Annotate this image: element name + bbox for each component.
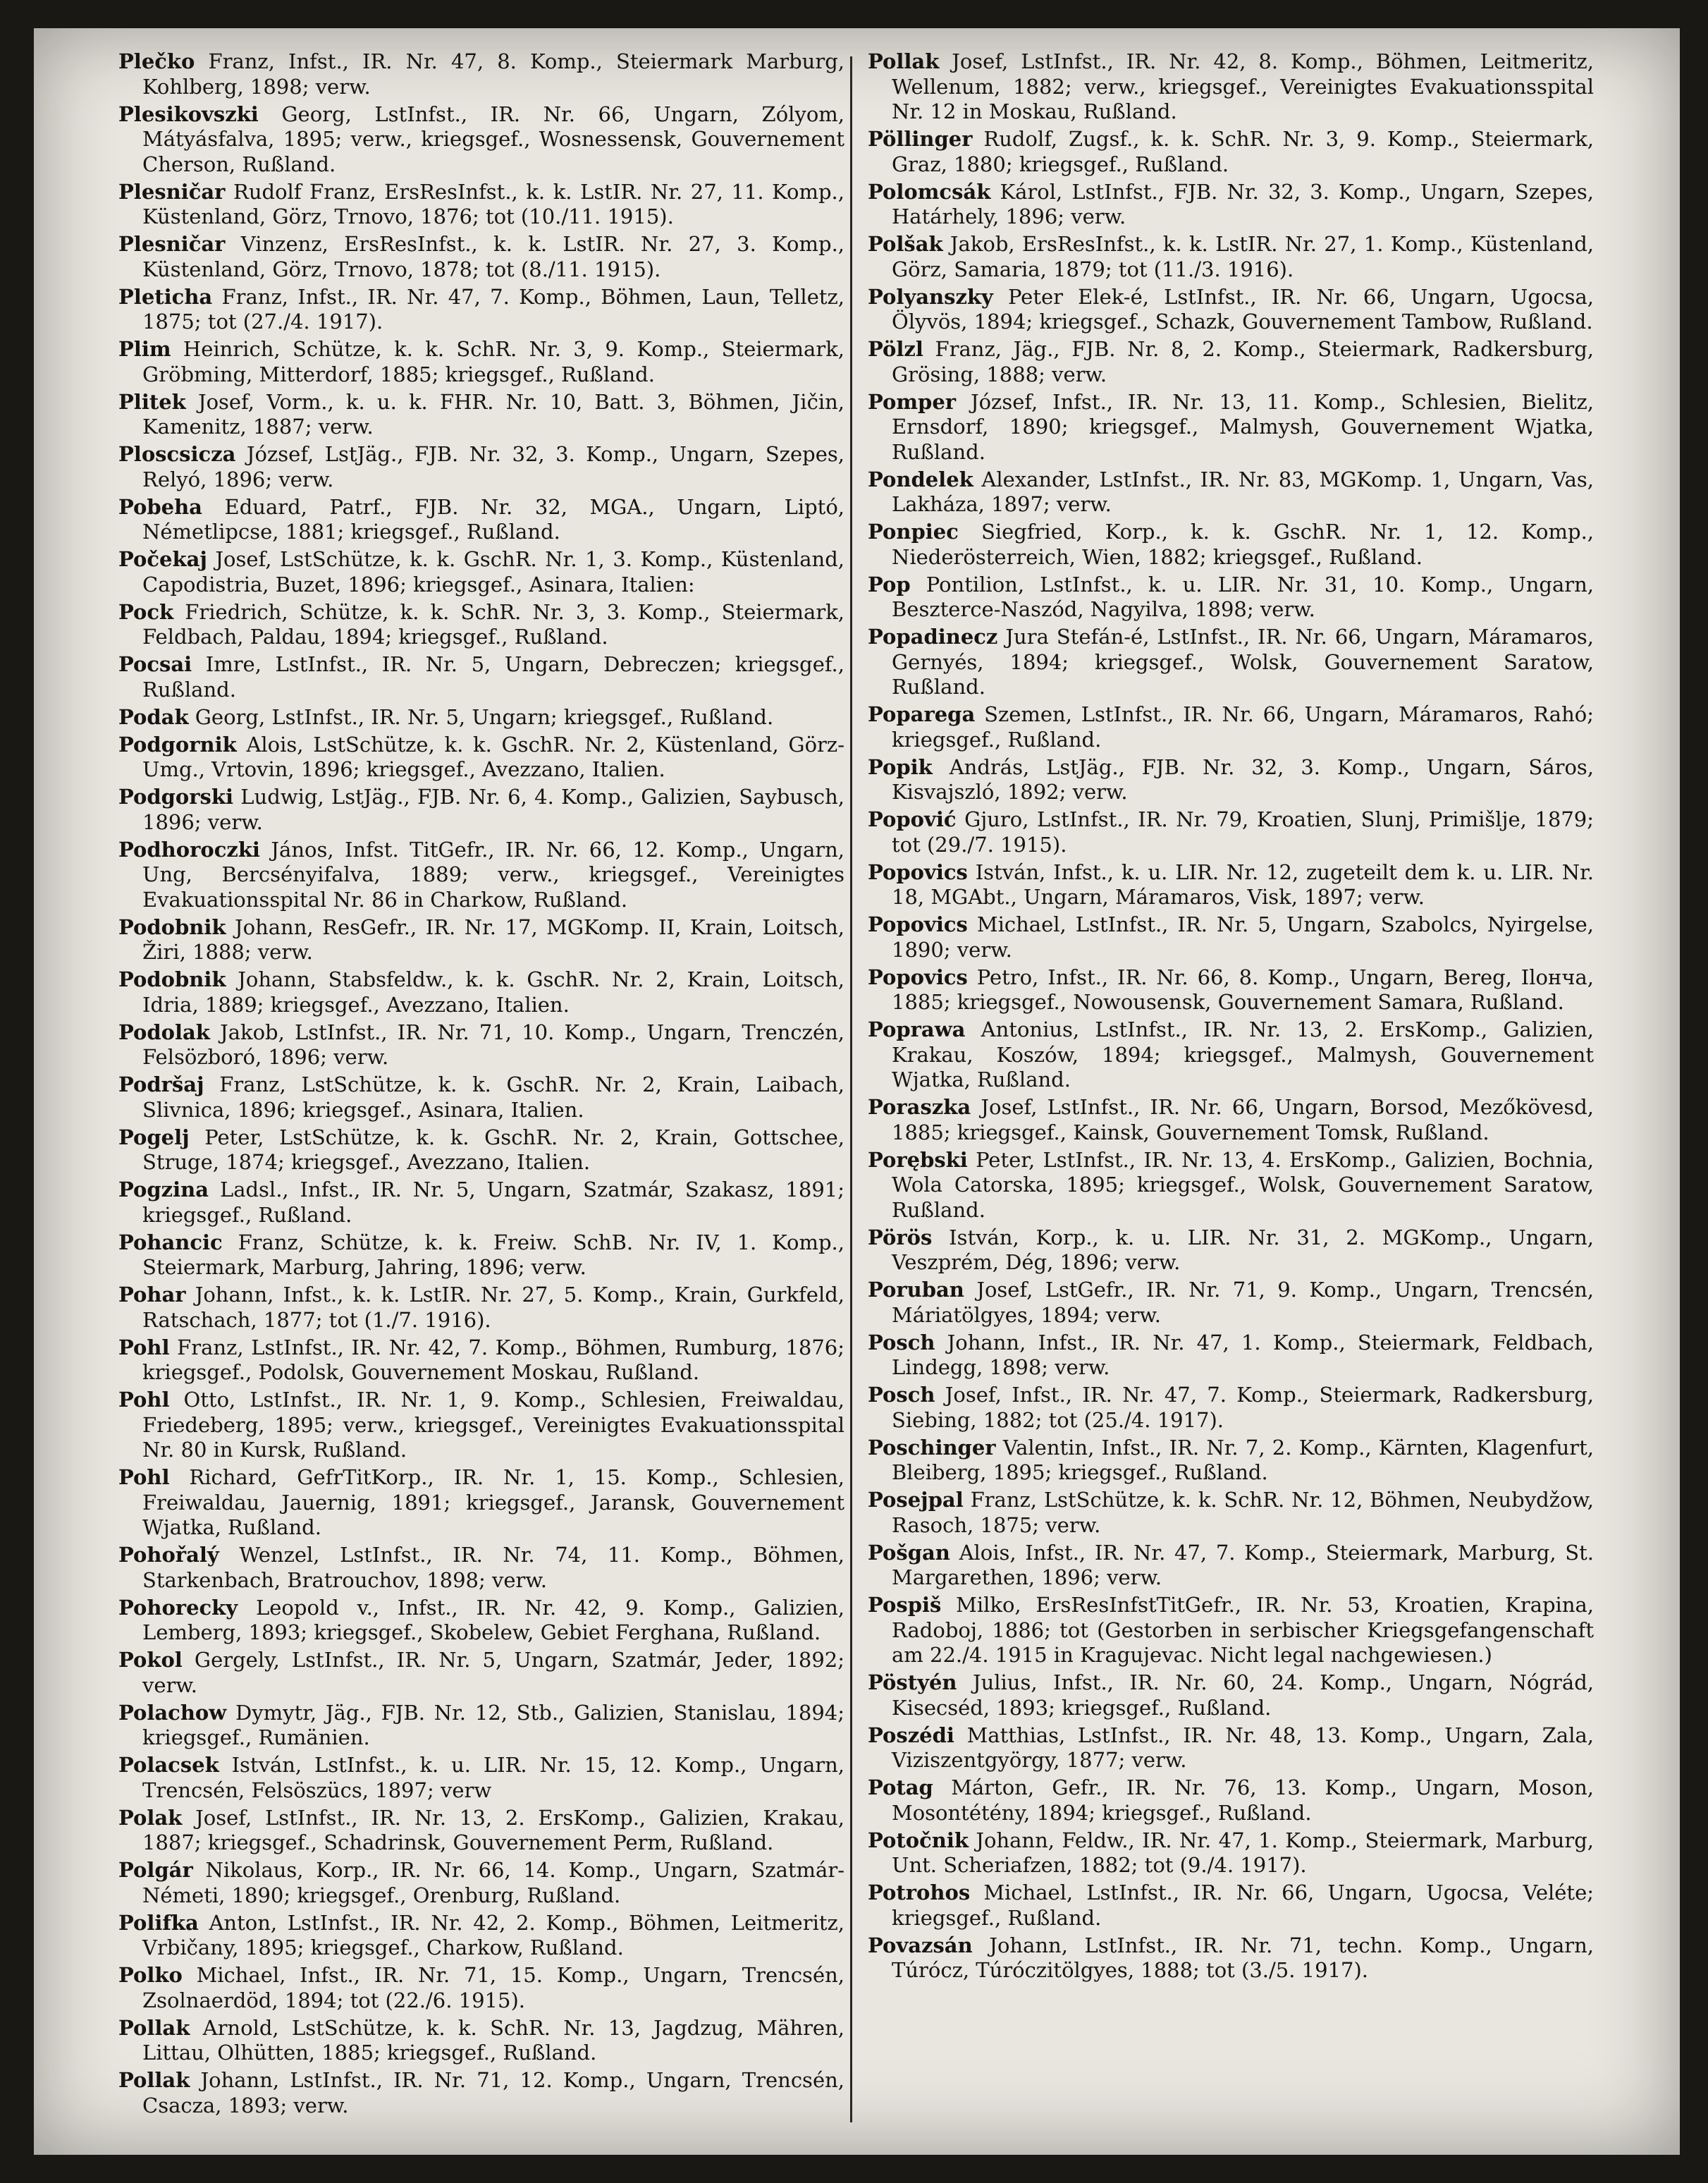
entry-details: Johann, Infst., IR. Nr. 47, 1. Komp., Steiermark, Feldbach, Lindegg, 1898; verw. xyxy=(892,1330,1595,1379)
entry-details: Nikolaus, Korp., IR. Nr. 66, 14. Komp., Ungarn, Szatmár-Németi, 1890; kriegsgef., Orenburg, Rußland. xyxy=(142,1858,844,1907)
list-entry xyxy=(118,495,844,545)
entry-details: Peter Elek-é, LstInfst., IR. Nr. 66, Ungarn, Ugocsa, Ölyvös, 1894; kriegsgef., Schazk, Gouvernement Tambow, Rußland. xyxy=(892,284,1594,334)
list-entry xyxy=(868,1278,1594,1328)
entry-details: Jakob, ErsResInfst., k. k. LstIR. Nr. 27, 1. Komp., Küstenland, Görz, Samaria, 1879; tot (11./3. 1916). xyxy=(892,232,1594,281)
list-entry xyxy=(868,180,1594,230)
list-entry xyxy=(868,232,1594,282)
entry-details: Josef, LstSchütze, k. k. GschR. Nr. 1, 3. Komp., Küstenland, Capodistria, Buzet, 1896; kriegsgef., Asinara, Italien: xyxy=(142,547,845,597)
list-entry xyxy=(868,807,1594,857)
entry-details: Franz, LstSchütze, k. k. SchR. Nr. 12, Böhmen, Neubydžow, Rasoch, 1875; verw. xyxy=(892,1488,1594,1537)
document-page xyxy=(34,28,1680,2155)
entry-surname: Poprawa xyxy=(868,1017,966,1041)
list-entry xyxy=(118,785,844,835)
entry-details: Josef, Infst., IR. Nr. 47, 7. Komp., Steiermark, Radkersburg, Siebing, 1882; tot (25./4. 1917). xyxy=(892,1383,1594,1432)
entry-surname: Popik xyxy=(868,754,933,779)
list-entry xyxy=(118,705,844,730)
list-entry xyxy=(118,1465,844,1541)
entry-surname: Popadinecz xyxy=(868,625,998,649)
list-entry xyxy=(868,1541,1594,1591)
column-divider xyxy=(850,56,852,2122)
entry-surname: Pogzina xyxy=(118,1178,209,1201)
entry-surname: Popovics xyxy=(868,965,968,989)
entry-details: Károl, LstInfst., FJB. Nr. 32, 3. Komp., Ungarn, Szepes, Határhely, 1896; verw. xyxy=(892,179,1594,228)
entry-details: Johann, ResGefr., IR. Nr. 17, MGKomp. II, Krain, Loitsch, Žiri, 1888; verw. xyxy=(142,915,845,964)
entry-surname: Plesničar xyxy=(118,179,226,204)
list-entry xyxy=(868,1828,1594,1878)
entry-details: Szemen, LstInfst., IR. Nr. 66, Ungarn, Máramaros, Rahó; kriegsgef., Rußland. xyxy=(892,702,1594,752)
entry-details: Rudolf, Zugsf., k. k. SchR. Nr. 3, 9. Komp., Steiermark, Graz, 1880; kriegsgef., Rußland. xyxy=(892,127,1594,176)
entry-details: Franz, LstInfst., IR. Nr. 42, 7. Komp., Böhmen, Rumburg, 1876; kriegsgef., Podolsk, Gouvernement Moskau, Rußland. xyxy=(142,1335,844,1384)
list-entry xyxy=(868,1225,1594,1276)
entry-details: József, Infst., IR. Nr. 13, 11. Komp., Schlesien, Bielitz, Ernsdorf, 1890; kriegsgef., Malmysh, Gouvernement Wjatka, Rußland. xyxy=(892,389,1594,464)
entry-surname: Poszédi xyxy=(868,1723,954,1747)
list-entry xyxy=(118,1543,844,1593)
list-entry xyxy=(118,600,844,650)
list-entry xyxy=(868,912,1594,962)
entry-surname: Podolak xyxy=(118,1020,210,1044)
list-entry xyxy=(118,1963,844,2013)
entry-surname: Pollak xyxy=(118,2068,190,2092)
entry-details: József, LstJäg., FJB. Nr. 32, 3. Komp., Ungarn, Szepes, Relyó, 1896; verw. xyxy=(142,442,844,491)
entry-surname: Pokol xyxy=(118,1648,183,1672)
entry-surname: Pölzl xyxy=(868,337,923,361)
entry-details: Imre, LstInfst., IR. Nr. 5, Ungarn, Debreczen; kriegsgef., Rußland. xyxy=(142,652,844,702)
entry-details: Otto, LstInfst., IR. Nr. 1, 9. Komp., Schlesien, Freiwaldau, Friedeberg, 1895; verw., kriegsgef., Vereinigtes Evakuationsspital Nr. 80 in Kursk, Rußland. xyxy=(142,1388,845,1462)
entry-surname: Popovics xyxy=(868,860,968,884)
entry-surname: Porębski xyxy=(868,1147,968,1172)
list-entry xyxy=(118,1178,844,1228)
list-entry xyxy=(118,1858,844,1908)
entry-details: Jakob, LstInfst., IR. Nr. 71, 10. Komp., Ungarn, Trenczén, Felsözboró, 1896; verw. xyxy=(142,1020,844,1069)
entry-details: Eduard, Patrf., FJB. Nr. 32, MGA., Ungarn, Liptó, Németlipcse, 1881; kriegsgef., Rußland. xyxy=(142,494,845,544)
entry-details: Johann, LstInfst., IR. Nr. 71, techn. Komp., Ungarn, Túrócz, Túróczitölgyes, 1888; tot (3./5. 1917). xyxy=(892,1933,1595,1982)
list-entry xyxy=(868,1436,1594,1486)
entry-details: Josef, LstInfst., IR. Nr. 66, Ungarn, Borsod, Mezőkövesd, 1885; kriegsgef., Kainsk, Gouvernement Tomsk, Rußland. xyxy=(892,1095,1594,1144)
entry-surname: Podobnik xyxy=(118,915,226,939)
entry-details: Gjuro, LstInfst., IR. Nr. 79, Kroatien, Slunj, Primišlje, 1879; tot (29./7. 1915). xyxy=(892,807,1595,857)
entry-surname: Pollak xyxy=(118,2015,190,2040)
entry-details: Josef, LstGefr., IR. Nr. 71, 9. Komp., Ungarn, Trencsén, Máriatölgyes, 1894; verw. xyxy=(892,1278,1594,1327)
entry-details: Pontilion, LstInfst., k. u. LIR. Nr. 31, 10. Komp., Ungarn, Beszterce-Naszód, Nagyilva, 1898; verw. xyxy=(892,572,1594,621)
entry-surname: Pohl xyxy=(118,1388,170,1412)
list-entry xyxy=(118,967,844,1017)
entry-details: István, Korp., k. u. LIR. Nr. 31, 2. MGKomp., Ungarn, Veszprém, Dég, 1896; verw. xyxy=(892,1225,1594,1274)
entry-surname: Plečko xyxy=(118,49,195,73)
entry-details: Alexander, LstInfst., IR. Nr. 83, MGKomp. 1, Ungarn, Vas, Lakháza, 1897; verw. xyxy=(892,467,1595,516)
entry-details: Julius, Infst., IR. Nr. 60, 24. Komp., Ungarn, Nógrád, Kisecséd, 1893; kriegsgef., Rußland. xyxy=(892,1670,1594,1720)
entry-surname: Pomper xyxy=(868,389,957,414)
entry-surname: Posch xyxy=(868,1383,935,1407)
list-entry xyxy=(868,755,1594,805)
list-entry xyxy=(118,180,844,230)
entry-surname: Podhoroczki xyxy=(118,837,260,862)
entry-surname: Potag xyxy=(868,1775,933,1799)
list-entry xyxy=(118,1230,844,1280)
entry-surname: Pollak xyxy=(868,49,940,73)
entry-surname: Pondelek xyxy=(868,467,973,491)
entry-details: Josef, LstInfst., IR. Nr. 42, 8. Komp., Böhmen, Leitmeritz, Wellenum, 1882; verw., kriegsgef., Vereinigtes Evakuationsspital Nr. 12 in Moskau, Rußland. xyxy=(892,49,1594,123)
entry-details: Ladsl., Infst., IR. Nr. 5, Ungarn, Szatmár, Szakasz, 1891; kriegsgef., Rußland. xyxy=(142,1178,844,1227)
list-entry xyxy=(868,1331,1594,1381)
entry-surname: Polachow xyxy=(118,1700,227,1725)
entry-surname: Popović xyxy=(868,807,957,831)
list-entry xyxy=(118,1388,844,1463)
list-entry xyxy=(868,1383,1594,1433)
list-entry xyxy=(118,102,844,178)
list-entry xyxy=(118,1596,844,1646)
entry-details: Johann, Stabsfeldw., k. k. GschR. Nr. 2, Krain, Loitsch, Idria, 1889; kriegsgef., Avezzano, Italien. xyxy=(142,967,845,1017)
entry-surname: Podak xyxy=(118,704,189,729)
entry-details: Valentin, Infst., IR. Nr. 7, 2. Komp., Kärnten, Klagenfurt, Bleiberg, 1895; kriegsgef., Rußland. xyxy=(892,1435,1595,1484)
entry-details: Franz, Infst., IR. Nr. 47, 8. Komp., Steiermark Marburg, Kohlberg, 1898; verw. xyxy=(142,49,844,99)
list-entry xyxy=(868,520,1594,570)
entry-surname: Polak xyxy=(118,1805,183,1830)
entry-surname: Polgár xyxy=(118,1858,193,1882)
entry-surname: Poparega xyxy=(868,702,976,726)
list-entry xyxy=(868,1148,1594,1223)
list-entry xyxy=(868,49,1594,125)
entry-surname: Potočnik xyxy=(868,1828,969,1852)
entry-details: Franz, Jäg., FJB. Nr. 8, 2. Komp., Steiermark, Radkersburg, Grösing, 1888; verw. xyxy=(892,337,1595,386)
list-entry xyxy=(868,1775,1594,1826)
entry-surname: Polyanszky xyxy=(868,284,993,309)
entry-details: Georg, LstInfst., IR. Nr. 5, Ungarn; kriegsgef., Rußland. xyxy=(195,704,774,729)
entry-details: Josef, Vorm., k. u. k. FHR. Nr. 10, Batt. 3, Böhmen, Jičin, Kamenitz, 1887; verw. xyxy=(142,389,844,439)
entry-details: Friedrich, Schütze, k. k. SchR. Nr. 3, 3. Komp., Steiermark, Feldbach, Paldau, 1894; kriegsgef., Rußland. xyxy=(142,599,844,649)
list-entry xyxy=(868,965,1594,1015)
list-entry xyxy=(868,1670,1594,1720)
list-entry xyxy=(118,915,844,965)
left-column xyxy=(118,49,844,2129)
list-entry xyxy=(118,547,844,597)
entry-surname: Pospiš xyxy=(868,1593,942,1617)
entry-surname: Popovics xyxy=(868,912,968,936)
entry-details: Matthias, LstInfst., IR. Nr. 48, 13. Komp., Ungarn, Zala, Viziszentgyörgy, 1877; verw. xyxy=(892,1723,1595,1772)
entry-surname: Povazsán xyxy=(868,1933,973,1957)
entry-surname: Posejpal xyxy=(868,1488,964,1512)
list-entry xyxy=(868,390,1594,465)
list-entry xyxy=(118,337,844,387)
entry-surname: Polifka xyxy=(118,1910,199,1935)
list-entry xyxy=(868,1488,1594,1538)
list-entry xyxy=(118,390,844,440)
entry-surname: Ponpiec xyxy=(868,520,959,544)
list-entry xyxy=(118,652,844,702)
entry-details: András, LstJäg., FJB. Nr. 32, 3. Komp., Ungarn, Sáros, Kisvajszló, 1892; verw. xyxy=(892,754,1595,804)
entry-surname: Pöllinger xyxy=(868,127,973,151)
entry-details: János, Infst. TitGefr., IR. Nr. 66, 12. Komp., Ungarn, Ung, Bercsényifalva, 1889; verw., kriegsgef., Vereinigtes Evakuationsspital Nr. 86 in Charkow, Rußland. xyxy=(142,837,845,912)
entry-surname: Posch xyxy=(868,1330,935,1355)
list-entry xyxy=(118,232,844,282)
list-entry xyxy=(118,285,844,335)
entry-details: Heinrich, Schütze, k. k. SchR. Nr. 3, 9. Komp., Steiermark, Gröbming, Mitterdorf, 1885; kriegsgef., Rußland. xyxy=(142,337,845,386)
entry-surname: Pogelj xyxy=(118,1125,190,1149)
entry-details: Jura Stefán-é, LstInfst., IR. Nr. 66, Ungarn, Máramaros, Gernyés, 1894; kriegsgef., Wolsk, Gouvernement Saratow, Rußland. xyxy=(892,625,1595,699)
entry-details: Rudolf Franz, ErsResInfst., k. k. LstIR. Nr. 27, 11. Komp., Küstenland, Görz, Trnovo, 1876; tot (10./11. 1915). xyxy=(142,179,844,228)
entry-details: Johann, Infst., k. k. LstIR. Nr. 27, 5. Komp., Krain, Gurkfeld, Ratschach, 1877; tot (1./7. 1916). xyxy=(142,1283,845,1332)
list-entry xyxy=(118,1283,844,1333)
list-entry xyxy=(868,285,1594,335)
entry-details: Gergely, LstInfst., IR. Nr. 5, Ungarn, Szatmár, Jeder, 1892; verw. xyxy=(142,1648,844,1697)
entry-details: Antonius, LstInfst., IR. Nr. 13, 2. ErsKomp., Galizien, Krakau, Koszów, 1894; kriegsgef., Malmysh, Gouvernement Wjatka, Rußland. xyxy=(892,1017,1594,1092)
entry-surname: Polko xyxy=(118,1963,183,1987)
entry-surname: Pöstyén xyxy=(868,1670,957,1694)
entry-surname: Pocsai xyxy=(118,652,192,676)
entry-surname: Pohar xyxy=(118,1283,186,1307)
entry-details: Johann, Feldw., IR. Nr. 47, 1. Komp., Steiermark, Marburg, Unt. Scheriafzen, 1882; tot (9./4. 1917). xyxy=(892,1828,1595,1877)
list-entry xyxy=(118,49,844,99)
entry-details: Márton, Gefr., IR. Nr. 76, 13. Komp., Ungarn, Moson, Mosontétény, 1894; kriegsgef., Rußland. xyxy=(892,1775,1595,1825)
entry-details: Petro, Infst., IR. Nr. 66, 8. Komp., Ungarn, Bereg, Ilончa, 1885; kriegsgef., Nowousensk, Gouvernement Samara, Rußland. xyxy=(892,965,1595,1014)
list-entry xyxy=(118,1806,844,1856)
list-entry xyxy=(118,1648,844,1698)
entry-details: Franz, LstSchütze, k. k. GschR. Nr. 2, Krain, Laibach, Slivnica, 1896; kriegsgef., Asinara, Italien. xyxy=(142,1072,845,1122)
entry-details: Josef, LstInfst., IR. Nr. 13, 2. ErsKomp., Galizien, Krakau, 1887; kriegsgef., Schadrinsk, Gouvernement Perm, Rußland. xyxy=(142,1805,845,1854)
list-entry xyxy=(118,1753,844,1803)
list-entry xyxy=(868,573,1594,623)
entry-surname: Polšak xyxy=(868,232,943,256)
entry-surname: Podgornik xyxy=(118,732,237,757)
entry-surname: Plitek xyxy=(118,389,186,414)
entry-details: Milko, ErsResInfstTitGefr., IR. Nr. 53, Kroatien, Krapina, Radoboj, 1886; tot (Gestorben in serbischer Kriegsgefangenschaft am 22./4. 1915 in Kragujevac. Nicht legal nachgewiesen.) xyxy=(892,1593,1595,1667)
entry-surname: Počekaj xyxy=(118,547,207,571)
entry-details: Franz, Schütze, k. k. Freiw. SchB. Nr. IV, 1. Komp., Steiermark, Marburg, Jahring, 1896; verw. xyxy=(142,1230,844,1279)
list-entry xyxy=(868,1593,1594,1668)
entry-details: Dymytr, Jäg., FJB. Nr. 12, Stb., Galizien, Stanislau, 1894; kriegsgef., Rumänien. xyxy=(142,1700,844,1749)
entry-details: Richard, GefrTitKorp., IR. Nr. 1, 15. Komp., Schlesien, Freiwaldau, Jauernig, 1891; kriegsgef., Jaransk, Gouvernement Wjatka, Rußland. xyxy=(142,1465,845,1539)
list-entry xyxy=(868,127,1594,177)
list-entry xyxy=(118,1072,844,1123)
list-entry xyxy=(868,467,1594,518)
entry-details: Georg, LstInfst., IR. Nr. 66, Ungarn, Zólyom, Mátyásfalva, 1895; verw., kriegsgef., Wosnessensk, Gouvernement Cherson, Rußland. xyxy=(142,102,844,176)
entry-details: Wenzel, LstInfst., IR. Nr. 74, 11. Komp., Böhmen, Starkenbach, Bratrouchov, 1898; verw. xyxy=(142,1543,845,1592)
entry-surname: Pleticha xyxy=(118,284,213,309)
entry-surname: Pohancic xyxy=(118,1230,223,1254)
entry-details: István, LstInfst., k. u. LIR. Nr. 15, 12. Komp., Ungarn, Trencsén, Felsöszücs, 1897; verw xyxy=(142,1753,844,1802)
entry-surname: Plim xyxy=(118,337,171,361)
entry-surname: Pohořalý xyxy=(118,1543,219,1567)
entry-surname: Plesničar xyxy=(118,232,226,256)
entry-details: Franz, Infst., IR. Nr. 47, 7. Komp., Böhmen, Laun, Telletz, 1875; tot (27./4. 1917). xyxy=(142,284,845,334)
list-entry xyxy=(118,1335,844,1386)
entry-surname: Pock xyxy=(118,599,174,624)
right-column xyxy=(868,49,1594,2129)
entry-details: Michael, Infst., IR. Nr. 71, 15. Komp., Ungarn, Trencsén, Zsolnaerdöd, 1894; tot (22./6. 1915). xyxy=(142,1963,844,2012)
entry-surname: Ploscsicza xyxy=(118,442,236,466)
list-entry xyxy=(868,625,1594,700)
list-entry xyxy=(868,702,1594,752)
list-entry xyxy=(868,1017,1594,1093)
entry-details: Anton, LstInfst., IR. Nr. 42, 2. Komp., Böhmen, Leitmeritz, Vrbičany, 1895; kriegsgef., Charkow, Rußland. xyxy=(142,1910,844,1959)
entry-details: Alois, LstSchütze, k. k. GschR. Nr. 2, Küstenland, Görz-Umg., Vrtovin, 1896; kriegsgef., Avezzano, Italien. xyxy=(142,732,844,781)
entry-details: Siegfried, Korp., k. k. GschR. Nr. 1, 12. Komp., Niederösterreich, Wien, 1882; kriegsgef., Rußland. xyxy=(892,520,1595,569)
list-entry xyxy=(118,1020,844,1070)
entry-surname: Poraszka xyxy=(868,1095,971,1119)
entry-surname: Pošgan xyxy=(868,1540,950,1565)
entry-details: Peter, LstInfst., IR. Nr. 13, 4. ErsKomp., Galizien, Bochnia, Wola Catorska, 1895; kriegsgef., Wolsk, Gouvernement Saratow, Rußland. xyxy=(892,1147,1594,1222)
entry-details: István, Infst., k. u. LIR. Nr. 12, zugeteilt dem k. u. LIR. Nr. 18, MGAbt., Ungarn, Máramaros, Visk, 1897; verw. xyxy=(892,860,1595,909)
entry-surname: Pörös xyxy=(868,1225,933,1249)
list-entry xyxy=(118,733,844,783)
list-entry xyxy=(118,1125,844,1175)
list-entry xyxy=(868,1933,1594,1983)
entry-surname: Polacsek xyxy=(118,1753,219,1777)
entry-details: Michael, LstInfst., IR. Nr. 5, Ungarn, Szabolcs, Nyirgelse, 1890; verw. xyxy=(892,912,1595,962)
list-entry xyxy=(868,860,1594,910)
entry-details: Vinzenz, ErsResInfst., k. k. LstIR. Nr. 27, 3. Komp., Küstenland, Görz, Trnovo, 1878; tot (8./11. 1915). xyxy=(142,232,845,281)
list-entry xyxy=(118,1701,844,1751)
entry-details: Arnold, LstSchütze, k. k. SchR. Nr. 13, Jagdzug, Mähren, Littau, Olhütten, 1885; kriegsgef., Rußland. xyxy=(142,2015,844,2065)
entry-surname: Pohorecky xyxy=(118,1595,238,1620)
entry-surname: Polomcsák xyxy=(868,179,991,204)
entry-surname: Podobnik xyxy=(118,967,226,991)
entry-details: Alois, Infst., IR. Nr. 47, 7. Komp., Steiermark, Marburg, St. Margarethen, 1896; verw. xyxy=(892,1540,1595,1589)
entry-surname: Pobeha xyxy=(118,494,202,519)
entry-details: Ludwig, LstJäg., FJB. Nr. 6, 4. Komp., Galizien, Saybusch, 1896; verw. xyxy=(142,785,845,834)
list-entry xyxy=(868,1881,1594,1931)
entry-surname: Potrohos xyxy=(868,1881,971,1904)
list-entry xyxy=(118,2016,844,2066)
entry-surname: Podršaj xyxy=(118,1072,204,1096)
entry-surname: Poruban xyxy=(868,1278,964,1302)
list-entry xyxy=(118,838,844,913)
entry-surname: Pop xyxy=(868,572,911,597)
list-entry xyxy=(868,1723,1594,1773)
list-entry xyxy=(868,1095,1594,1145)
entry-details: Leopold v., Infst., IR. Nr. 42, 9. Komp., Galizien, Lemberg, 1893; kriegsgef., Skobelew, Gebiet Ferghana, Rußland. xyxy=(142,1595,844,1644)
entry-details: Peter, LstSchütze, k. k. GschR. Nr. 2, Krain, Gottschee, Struge, 1874; kriegsgef., Avezzano, Italien. xyxy=(142,1125,845,1174)
entry-surname: Pohl xyxy=(118,1335,170,1359)
entry-surname: Plesikovszki xyxy=(118,102,259,126)
entry-surname: Podgorski xyxy=(118,785,233,809)
entry-details: Johann, LstInfst., IR. Nr. 71, 12. Komp., Ungarn, Trencsén, Csacza, 1893; verw. xyxy=(142,2068,845,2117)
entry-surname: Pohl xyxy=(118,1465,170,1489)
entry-surname: Poschinger xyxy=(868,1435,996,1460)
list-entry xyxy=(868,337,1594,387)
list-entry xyxy=(118,1911,844,1961)
list-entry xyxy=(118,442,844,492)
entry-details: Michael, LstInfst., IR. Nr. 66, Ungarn, Ugocsa, Veléte; kriegsgef., Rußland. xyxy=(892,1881,1595,1930)
list-entry xyxy=(118,2068,844,2118)
